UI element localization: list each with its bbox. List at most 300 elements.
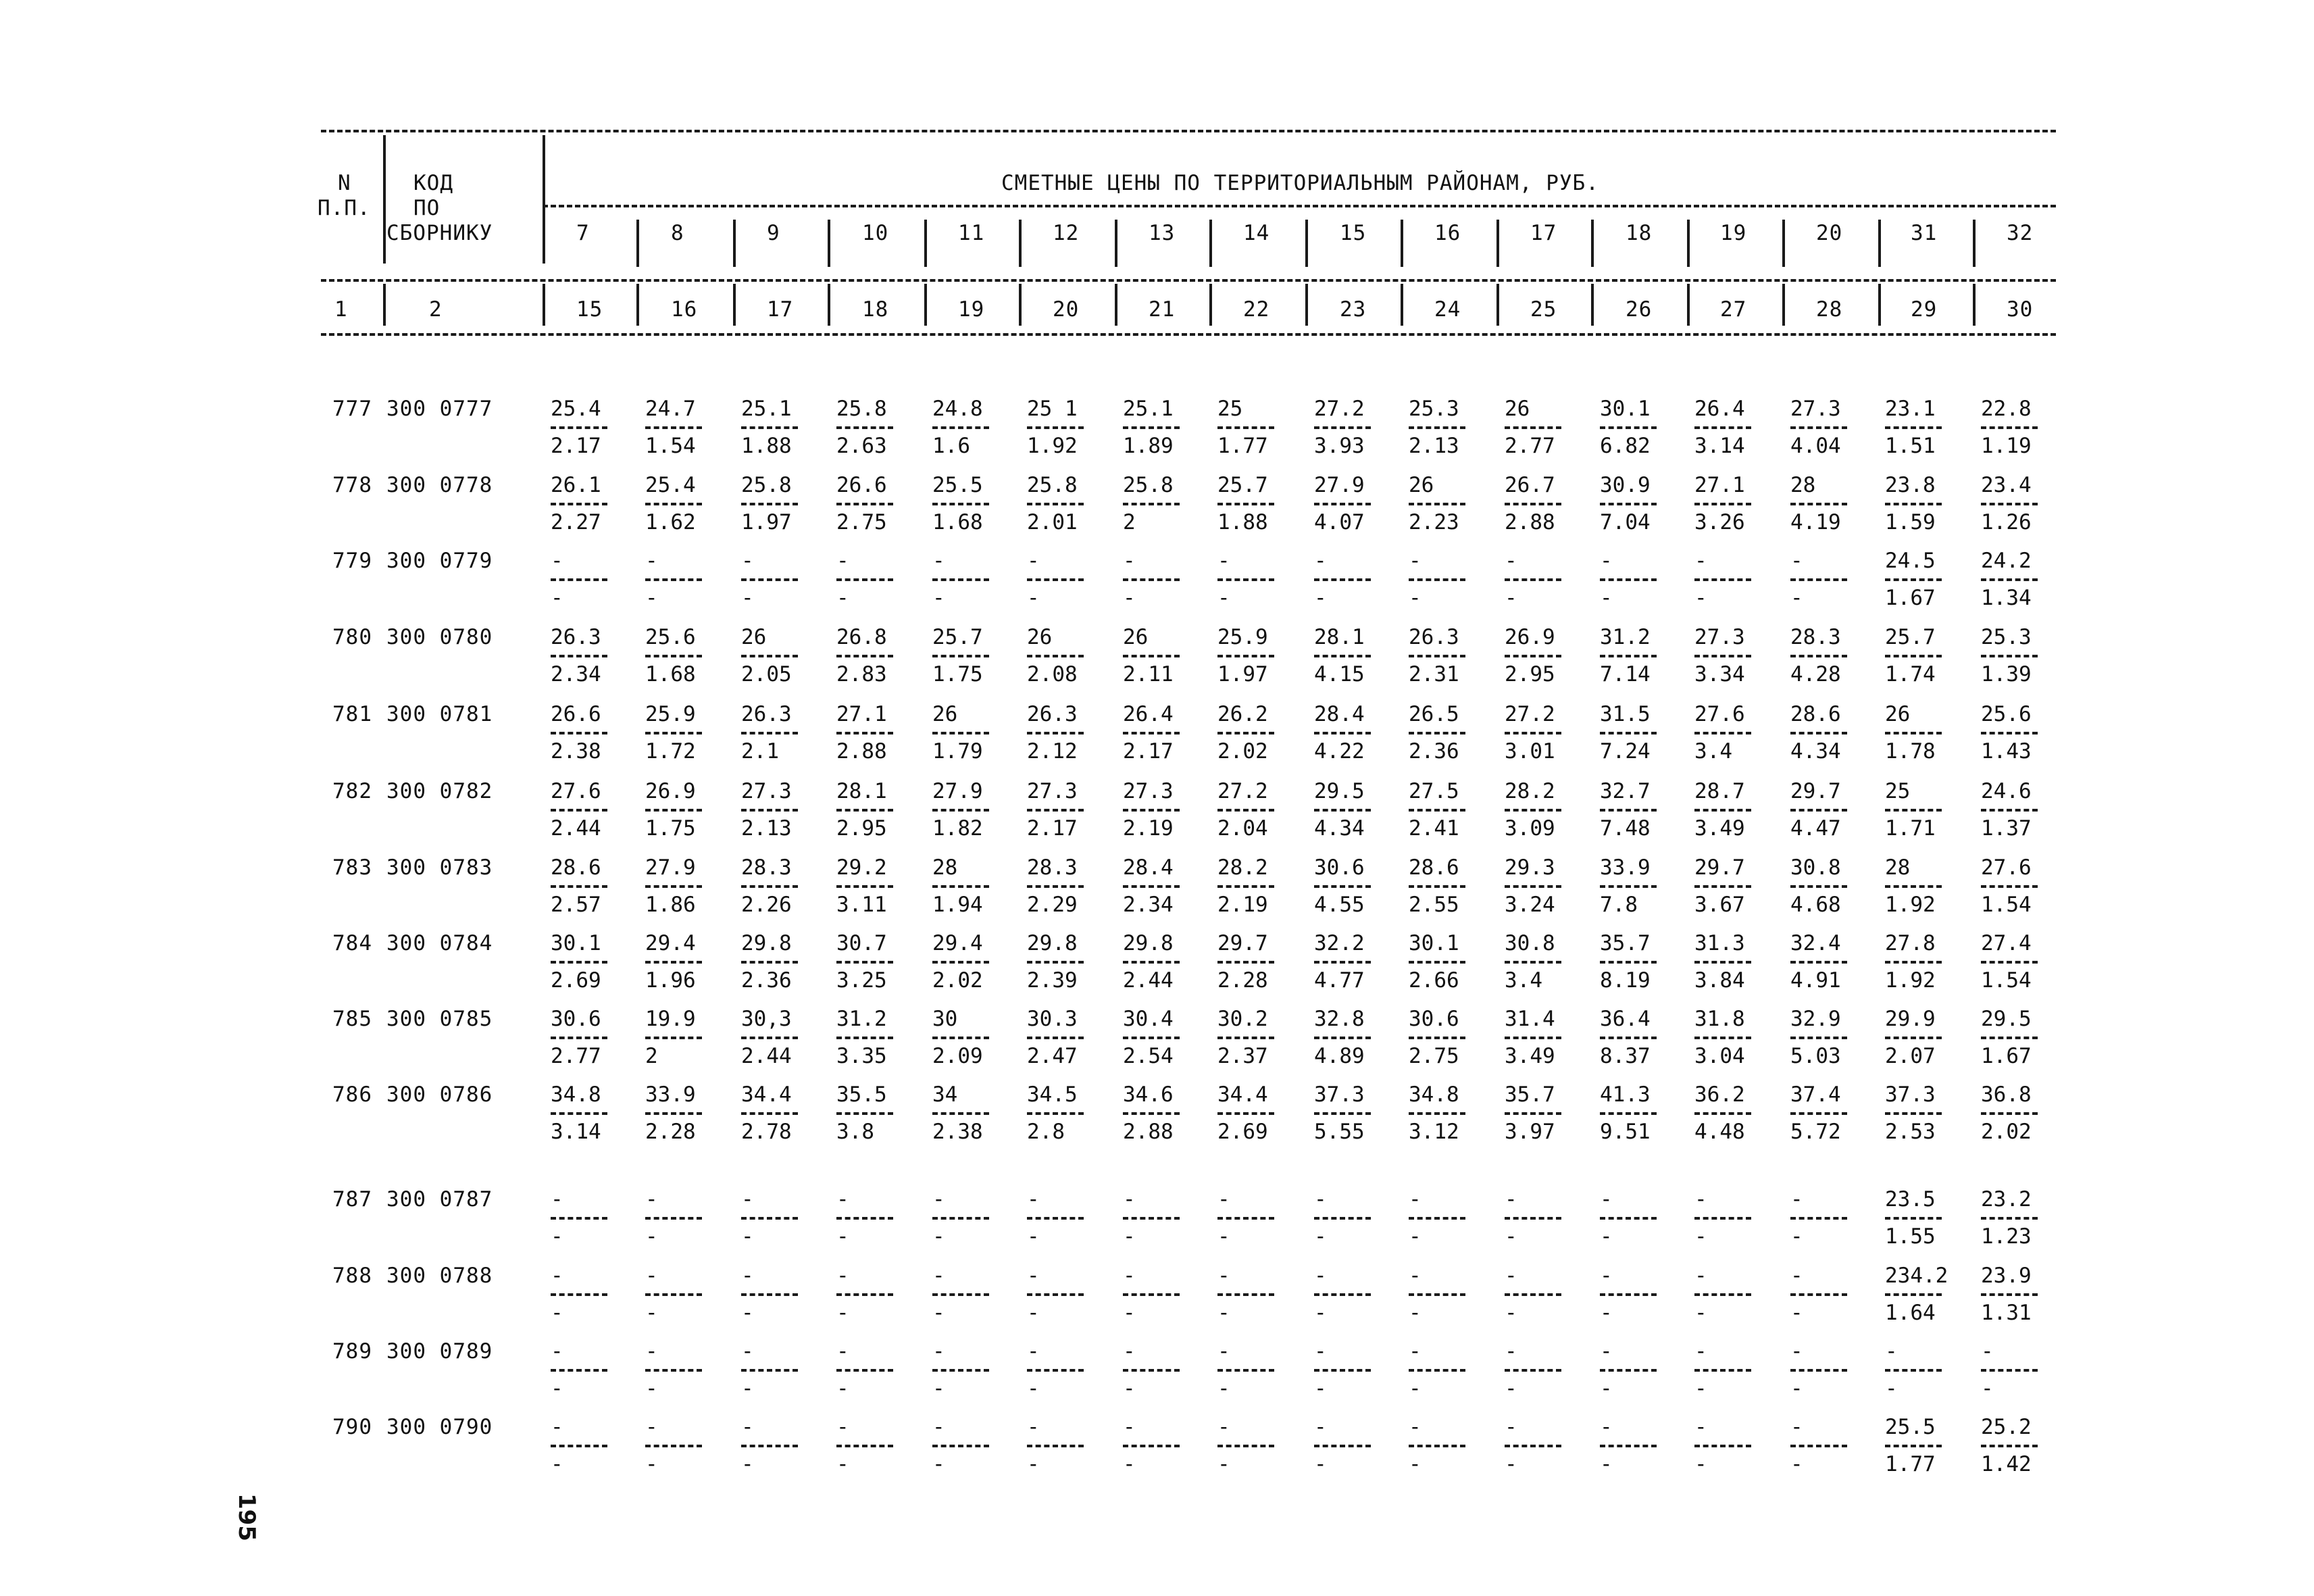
price-cell (1027, 933, 1084, 991)
price-value: 25.3 (1981, 625, 2032, 649)
price-value: - (1790, 1339, 1803, 1364)
wage-value: - (1027, 1301, 1040, 1325)
district-sep (636, 220, 639, 267)
price-value: - (1409, 1187, 1422, 1212)
fraction-rule (1505, 1445, 1561, 1447)
price-cell (551, 399, 607, 457)
price-cell (1790, 551, 1847, 609)
price-cell (1600, 551, 1657, 609)
price-value: - (551, 1264, 563, 1288)
price-cell (1314, 1189, 1371, 1247)
wage-value: - (932, 1224, 945, 1249)
price-value: 26.8 (836, 625, 887, 649)
price-value: 27.2 (1505, 702, 1555, 726)
price-cell (551, 1009, 607, 1067)
price-cell (1027, 627, 1084, 685)
fraction-rule (1694, 655, 1751, 657)
price-cell (1600, 781, 1657, 839)
price-value: 30.6 (1409, 1007, 1459, 1031)
wage-value: - (1790, 1376, 1803, 1401)
wage-value: 2.28 (1217, 968, 1268, 993)
fraction-rule (551, 809, 607, 812)
fraction-rule (645, 1037, 702, 1039)
price-value: 25.7 (932, 625, 983, 649)
price-value: 25.7 (1217, 473, 1268, 497)
price-cell (551, 857, 607, 916)
price-value: 28.6 (1409, 855, 1459, 880)
price-cell (1600, 933, 1657, 991)
fraction-rule (932, 1445, 989, 1447)
column-number: 20 (1053, 297, 1080, 322)
wage-value: 1.77 (1885, 1452, 1936, 1476)
price-value: 23.4 (1981, 473, 2032, 497)
wage-value: 3.93 (1314, 434, 1365, 458)
price-value: - (1027, 1187, 1040, 1212)
header-title: СМЕТНЫЕ ЦЕНЫ ПО ТЕРРИТОРИАЛЬНЫМ РАЙОНАМ, РУБ. (1001, 171, 1599, 195)
price-value: 36.8 (1981, 1082, 2032, 1107)
price-cell (836, 551, 893, 609)
fraction-rule (1600, 1217, 1657, 1220)
price-cell (1981, 704, 2038, 762)
price-cell (1885, 704, 1942, 762)
fraction-rule (1217, 503, 1274, 505)
price-value: 234.2 (1885, 1264, 1948, 1288)
fraction-rule (1505, 961, 1561, 964)
price-cell (741, 857, 798, 916)
row-code: 300 0778 (386, 473, 493, 497)
fraction-rule (1123, 961, 1180, 964)
wage-value: - (932, 586, 945, 610)
price-value: - (836, 549, 849, 573)
fraction-rule (1885, 1445, 1942, 1447)
wage-value: 1.6 (932, 434, 970, 458)
wage-value: - (1217, 1376, 1230, 1401)
wage-value: 1.71 (1885, 816, 1936, 841)
price-cell (1790, 933, 1847, 991)
price-cell (1314, 857, 1371, 916)
price-cell (1314, 1266, 1371, 1324)
header-kod-label: КОД (413, 171, 453, 195)
fraction-rule (1123, 426, 1180, 429)
price-cell (1217, 627, 1274, 685)
price-cell (1409, 781, 1465, 839)
wage-value: 1.88 (741, 434, 792, 458)
price-value: 26.9 (645, 779, 696, 803)
wage-value: 6.82 (1600, 434, 1651, 458)
fraction-rule (932, 1037, 989, 1039)
fraction-rule (1123, 732, 1180, 734)
price-cell (551, 627, 607, 685)
price-value: - (1694, 549, 1707, 573)
price-value: - (1505, 1339, 1517, 1364)
fraction-rule (1885, 1369, 1942, 1372)
district-header: 32 (2007, 221, 2034, 245)
price-cell (551, 475, 607, 533)
price-value: - (741, 1339, 754, 1364)
fraction-rule (1123, 1369, 1180, 1372)
wage-value: - (551, 1301, 563, 1325)
wage-value: - (1790, 1301, 1803, 1325)
price-value: - (1790, 1187, 1803, 1212)
price-cell (1409, 475, 1465, 533)
row-number: 790 (332, 1415, 372, 1439)
fraction-rule (932, 578, 989, 581)
wage-value: 4.91 (1790, 968, 1841, 993)
row-code: 300 0787 (386, 1187, 493, 1212)
header-po-label: ПО (413, 196, 441, 220)
price-value: - (1217, 1415, 1230, 1439)
fraction-rule (1885, 655, 1942, 657)
column-number: 22 (1243, 297, 1270, 322)
fraction-rule (1027, 961, 1084, 964)
colnum-sep (1401, 284, 1403, 326)
wage-value: 1.42 (1981, 1452, 2032, 1476)
price-value: - (1123, 1415, 1136, 1439)
fraction-rule (1217, 809, 1274, 812)
fraction-rule (1217, 1037, 1274, 1039)
price-cell (1314, 1009, 1371, 1067)
wage-value: - (932, 1301, 945, 1325)
header-top-rule (321, 130, 2056, 132)
fraction-rule (741, 732, 798, 734)
price-cell (1505, 1266, 1561, 1324)
price-value: 28.2 (1505, 779, 1555, 803)
fraction-rule (1885, 809, 1942, 812)
district-header: 31 (1911, 221, 1938, 245)
row-code: 300 0789 (386, 1339, 493, 1364)
price-value: 26.6 (836, 473, 887, 497)
price-value: 25 1 (1027, 397, 1078, 421)
wage-value: 4.47 (1790, 816, 1841, 841)
price-cell (1217, 551, 1274, 609)
colnum-sep (1591, 284, 1594, 326)
price-cell (1027, 704, 1084, 762)
wage-value: 1.97 (741, 510, 792, 534)
price-cell (1123, 399, 1180, 457)
fraction-rule (1600, 961, 1657, 964)
wage-value: - (1694, 1376, 1707, 1401)
price-value: 41.3 (1600, 1082, 1651, 1107)
price-cell (1505, 1084, 1561, 1143)
fraction-rule (1885, 961, 1942, 964)
wage-value: 1.86 (645, 893, 696, 917)
price-cell (1123, 781, 1180, 839)
price-cell (741, 475, 798, 533)
fraction-rule (1027, 578, 1084, 581)
price-value: 26 (1027, 625, 1053, 649)
fraction-rule (1314, 1217, 1371, 1220)
wage-value: - (1027, 1452, 1040, 1476)
price-value: 27.4 (1981, 931, 2032, 955)
price-value: 34.8 (1409, 1082, 1459, 1107)
fraction-rule (1694, 885, 1751, 888)
price-cell (1217, 1266, 1274, 1324)
fraction-rule (741, 809, 798, 812)
fraction-rule (645, 885, 702, 888)
fraction-rule (1409, 961, 1465, 964)
wage-value: 1.64 (1885, 1301, 1936, 1325)
wage-value: 2.07 (1885, 1044, 1936, 1068)
fraction-rule (1790, 885, 1847, 888)
fraction-rule (741, 503, 798, 505)
fraction-rule (1790, 1369, 1847, 1372)
wage-value: 1.26 (1981, 510, 2032, 534)
fraction-rule (1790, 809, 1847, 812)
wage-value: - (1123, 1452, 1136, 1476)
price-value: - (645, 1415, 658, 1439)
wage-value: 2.13 (741, 816, 792, 841)
price-value: 33.9 (645, 1082, 696, 1107)
fraction-rule (836, 732, 893, 734)
district-sep (828, 220, 830, 267)
price-cell (645, 1417, 702, 1475)
wage-value: 2.37 (1217, 1044, 1268, 1068)
price-cell (1885, 399, 1942, 457)
price-cell (551, 1417, 607, 1475)
header-sep-kod2 (543, 284, 545, 326)
wage-value: - (1217, 1224, 1230, 1249)
wage-value: - (1505, 1224, 1517, 1249)
fraction-rule (1790, 1293, 1847, 1296)
price-cell (1505, 1341, 1561, 1399)
price-value: - (1694, 1264, 1707, 1288)
price-cell (1314, 1341, 1371, 1399)
header-sep-kod (543, 135, 545, 264)
price-value: 25.8 (741, 473, 792, 497)
price-cell (1027, 551, 1084, 609)
wage-value: 3.84 (1694, 968, 1745, 993)
fraction-rule (1694, 1217, 1751, 1220)
header-districts-rule (543, 205, 2056, 207)
price-cell (1123, 475, 1180, 533)
fraction-rule (1027, 1293, 1084, 1296)
fraction-rule (1885, 426, 1942, 429)
wage-value: 2.36 (1409, 739, 1459, 764)
wage-value: 2.38 (551, 739, 601, 764)
price-cell (645, 933, 702, 991)
header-colnum-1: 1 (334, 297, 348, 322)
wage-value: - (1790, 1452, 1803, 1476)
fraction-rule (1409, 732, 1465, 734)
fraction-rule (1217, 1217, 1274, 1220)
price-cell (741, 781, 798, 839)
price-value: - (1790, 1264, 1803, 1288)
wage-value: 3.49 (1505, 1044, 1555, 1068)
price-cell (1790, 627, 1847, 685)
price-value: 25.5 (932, 473, 983, 497)
fraction-rule (1409, 1445, 1465, 1447)
fraction-rule (1694, 1369, 1751, 1372)
price-cell (932, 399, 989, 457)
price-value: 27.3 (1027, 779, 1078, 803)
price-value: 27.2 (1314, 397, 1365, 421)
price-value: 28.1 (1314, 625, 1365, 649)
fraction-rule (1217, 1369, 1274, 1372)
fraction-rule (1600, 1445, 1657, 1447)
fraction-rule (836, 1369, 893, 1372)
fraction-rule (932, 1293, 989, 1296)
fraction-rule (551, 655, 607, 657)
row-code: 300 0785 (386, 1007, 493, 1031)
column-number: 24 (1434, 297, 1461, 322)
fraction-rule (1694, 503, 1751, 505)
fraction-rule (1505, 732, 1561, 734)
column-number: 30 (2007, 297, 2034, 322)
wage-value: - (1409, 1301, 1422, 1325)
price-cell (1885, 1417, 1942, 1475)
fraction-rule (932, 1369, 989, 1372)
price-cell (1694, 857, 1751, 916)
fraction-rule (1505, 1293, 1561, 1296)
fraction-rule (1314, 732, 1371, 734)
price-value: - (1217, 1339, 1230, 1364)
price-cell (551, 1341, 607, 1399)
price-value: - (1600, 1415, 1613, 1439)
price-value: - (741, 549, 754, 573)
wage-value: 2.8 (1027, 1120, 1065, 1144)
fraction-rule (1505, 885, 1561, 888)
price-cell (1790, 857, 1847, 916)
price-value: 25.9 (645, 702, 696, 726)
price-cell (741, 627, 798, 685)
wage-value: 3.35 (836, 1044, 887, 1068)
wage-value: 3.04 (1694, 1044, 1745, 1068)
fraction-rule (551, 1037, 607, 1039)
fraction-rule (645, 809, 702, 812)
price-value: 27.3 (741, 779, 792, 803)
price-value: 28.1 (836, 779, 887, 803)
price-cell (741, 1189, 798, 1247)
price-value: 26 (1505, 397, 1530, 421)
price-cell (932, 1189, 989, 1247)
wage-value: 9.51 (1600, 1120, 1651, 1144)
price-cell (1694, 1341, 1751, 1399)
wage-value: 2.88 (1123, 1120, 1174, 1144)
fraction-rule (1505, 1037, 1561, 1039)
wage-value: - (1600, 1376, 1613, 1401)
price-cell (1981, 1009, 2038, 1067)
fraction-rule (1981, 426, 2038, 429)
price-value: - (836, 1415, 849, 1439)
price-value: 27.3 (1694, 625, 1745, 649)
wage-value: 2.77 (1505, 434, 1555, 458)
header-sborniku-label: СБОРНИКУ (386, 221, 493, 245)
colnum-sep (733, 284, 736, 326)
fraction-rule (741, 961, 798, 964)
wage-value: 8.19 (1600, 968, 1651, 993)
fraction-rule (1314, 503, 1371, 505)
fraction-rule (551, 1369, 607, 1372)
price-value: - (551, 1339, 563, 1364)
price-cell (1123, 1009, 1180, 1067)
fraction-rule (836, 1112, 893, 1115)
price-value: 34.4 (1217, 1082, 1268, 1107)
price-cell (836, 704, 893, 762)
column-number: 17 (767, 297, 794, 322)
wage-value: 5.72 (1790, 1120, 1841, 1144)
wage-value: 2.88 (836, 739, 887, 764)
fraction-rule (1409, 1112, 1465, 1115)
price-cell (1409, 857, 1465, 916)
wage-value: 3.01 (1505, 739, 1555, 764)
price-cell (1123, 1341, 1180, 1399)
row-code: 300 0786 (386, 1082, 493, 1107)
wage-value: 2.83 (836, 662, 887, 687)
fraction-rule (1790, 1217, 1847, 1220)
price-value: 37.4 (1790, 1082, 1841, 1107)
price-cell (836, 1341, 893, 1399)
wage-value: 2.57 (551, 893, 601, 917)
wage-value: 2.02 (932, 968, 983, 993)
district-header: 10 (862, 221, 889, 245)
wage-value: 4.15 (1314, 662, 1365, 687)
price-value: 28.6 (1790, 702, 1841, 726)
wage-value: 1.43 (1981, 739, 2032, 764)
fraction-rule (1123, 1445, 1180, 1447)
fraction-rule (1505, 426, 1561, 429)
wage-value: - (1314, 1452, 1327, 1476)
colnum-sep (1973, 284, 1976, 326)
row-code: 300 0783 (386, 855, 493, 880)
price-cell (1600, 1084, 1657, 1143)
price-cell (1314, 551, 1371, 609)
price-value: - (551, 1415, 563, 1439)
fraction-rule (1505, 655, 1561, 657)
wage-value: 1.39 (1981, 662, 2032, 687)
price-cell (1981, 1417, 2038, 1475)
price-value: 29.7 (1790, 779, 1841, 803)
fraction-rule (1790, 426, 1847, 429)
price-cell (1217, 475, 1274, 533)
price-cell (1600, 1266, 1657, 1324)
wage-value: 2 (645, 1044, 658, 1068)
wage-value: 1.77 (1217, 434, 1268, 458)
fraction-rule (1981, 1112, 2038, 1115)
price-value: - (1600, 549, 1613, 573)
wage-value: 2.44 (551, 816, 601, 841)
price-value: - (1314, 549, 1327, 573)
price-value: - (1505, 549, 1517, 573)
price-cell (551, 551, 607, 609)
price-value: - (1409, 549, 1422, 573)
price-cell (1885, 1084, 1942, 1143)
price-value: 28.3 (741, 855, 792, 880)
fraction-rule (836, 1445, 893, 1447)
price-value: 23.9 (1981, 1264, 2032, 1288)
fraction-rule (645, 1293, 702, 1296)
price-cell (836, 1266, 893, 1324)
price-cell (1981, 399, 2038, 457)
price-cell (1027, 1189, 1084, 1247)
price-cell (1694, 475, 1751, 533)
row-number: 788 (332, 1264, 372, 1288)
price-value: 25.8 (836, 397, 887, 421)
price-value: 31.2 (1600, 625, 1651, 649)
price-cell (1600, 1417, 1657, 1475)
wage-value: - (1123, 1301, 1136, 1325)
fraction-rule (645, 732, 702, 734)
wage-value: 2.75 (836, 510, 887, 534)
price-value: 24.7 (645, 397, 696, 421)
price-cell (1123, 1189, 1180, 1247)
price-value: 24.2 (1981, 549, 2032, 573)
price-cell (836, 627, 893, 685)
wage-value: - (1694, 586, 1707, 610)
price-value: 32.4 (1790, 931, 1841, 955)
wage-value: - (1505, 1452, 1517, 1476)
wage-value: 2.34 (1123, 893, 1174, 917)
price-cell (1505, 627, 1561, 685)
